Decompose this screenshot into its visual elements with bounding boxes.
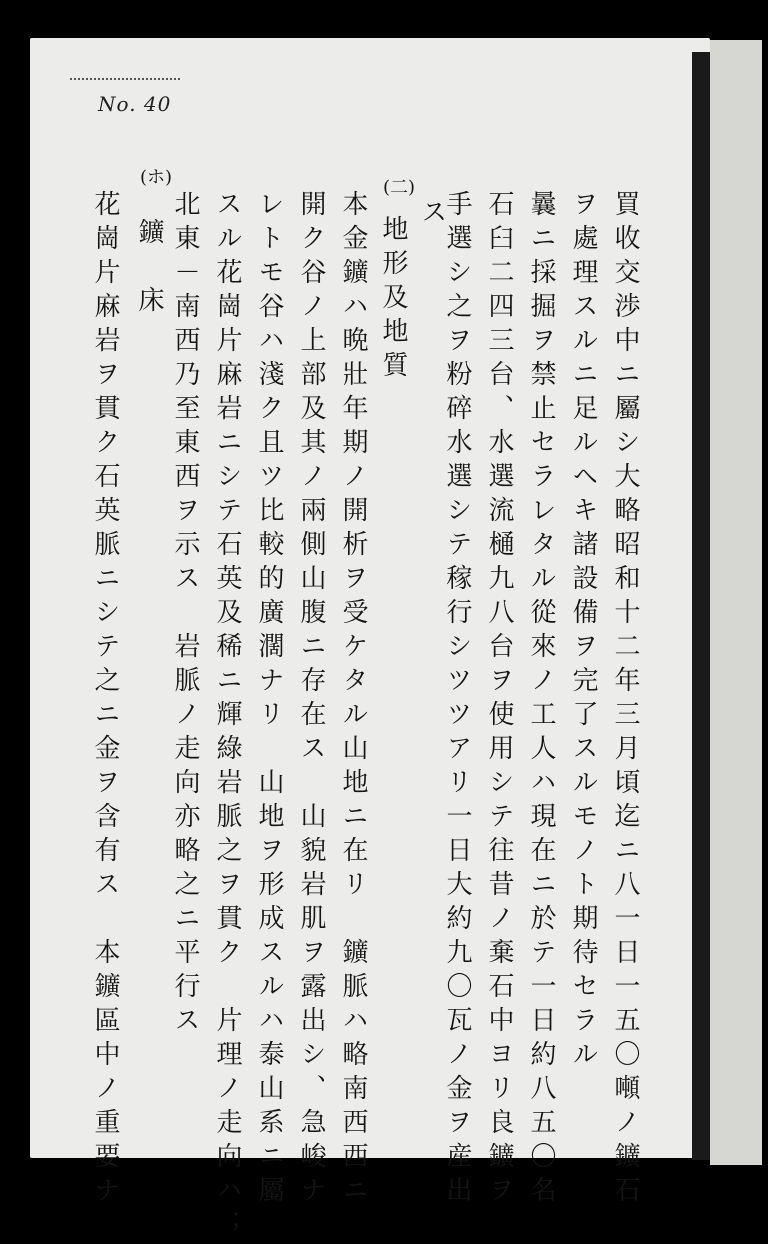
text-column-9: レトモ谷ハ淺ク且ツ比較的廣濶ナリ 山地ヲ形成スルハ泰山系ニ屬 — [254, 190, 284, 1210]
text-column-2: ヲ處理スルニ足ルヘキ諸設備ヲ完了スルモノト期待セラル — [568, 190, 598, 1074]
text-column-11: 北東－南西乃至東西ヲ示ス 岩脈ノ走向亦略之ニ平行ス — [170, 190, 200, 1040]
text-column-12: 花崗片麻岩ヲ貫ク石英脈ニシテ之ニ金ヲ含有ス 本鑛區中ノ重要ナ — [90, 190, 120, 1210]
text-column-1: 買收交渉中ニ屬シ大略昭和十二年三月頃迄ニ八一日一五〇噸ノ鑛石 — [610, 190, 640, 1210]
adjacent-page-edge — [710, 40, 762, 1165]
book-spine — [692, 52, 710, 1160]
section-heading-topography: 地形及地質 — [378, 215, 408, 385]
section-mark-ho: (ホ) — [140, 167, 173, 188]
section-mark-two: (二) — [383, 177, 416, 198]
section-heading-ore-deposit: 鑛 床 — [134, 218, 164, 320]
text-column-5: 手選シ之ヲ粉碎水選シテ稼行シツツアリ一日大約九〇瓦ノ金ヲ産出 — [442, 190, 472, 1210]
text-column-6: ス — [417, 198, 447, 232]
page-number: No. 40 — [98, 92, 172, 116]
document-page — [30, 38, 710, 1158]
text-column-8: 開ク谷ノ上部及其ノ兩側山腹ニ存在ス 山貌岩肌ヲ露出シ、急峻ナ — [296, 190, 326, 1210]
text-column-4: 石臼二四三台、水選流樋九八台ヲ使用シテ往昔ノ棄石中ヨリ良鑛ヲ — [484, 190, 514, 1210]
text-column-10: スル花崗片麻岩ニシテ石英及稀ニ輝綠岩脈之ヲ貫ク 片理ノ走向ハ； — [212, 190, 242, 1244]
text-column-7: 本金鑛ハ晩壯年期ノ開析ヲ受ケタル山地ニ在リ 鑛脈ハ略南西西ニ — [338, 190, 368, 1210]
text-column-3: 曩ニ採掘ヲ禁止セラレタル從來ノ工人ハ現在ニ於テ一日約八五〇名 — [526, 190, 556, 1210]
page-dots — [70, 78, 180, 86]
